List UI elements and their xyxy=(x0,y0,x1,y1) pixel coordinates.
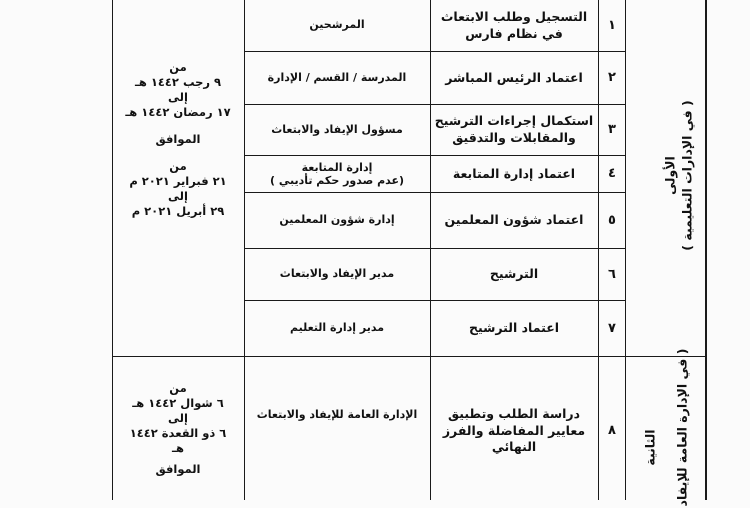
phase-label xyxy=(663,96,678,256)
period-text: إلى xyxy=(168,410,188,425)
responsible-note: (عدم صدور حكم تأديبي ) xyxy=(269,174,405,187)
period-text: إلى xyxy=(168,89,188,104)
row-number: ٤ xyxy=(608,166,616,182)
period-text: إلى xyxy=(168,188,188,203)
step-cell: دراسة الطلب وتطبيق معايير المفاضلة والفرز النهائي xyxy=(442,405,586,455)
step-cell: اعتماد شؤون المعلمين xyxy=(444,212,584,228)
row-number: ٥ xyxy=(608,212,616,228)
period-text: ٦ ذو القعدة ١٤٤٢ xyxy=(129,425,227,440)
step-cell: التسجيل وطلب الابتعاث في نظام فارس xyxy=(440,8,588,41)
responsible-cell: مدير الإيفاد والابتعاث xyxy=(279,267,395,281)
phase-name: الثانية xyxy=(642,429,658,466)
grid-line xyxy=(598,0,599,500)
row-number: ٧ xyxy=(608,320,616,336)
responsible-cell: إدارة شؤون المعلمين xyxy=(279,213,395,227)
period-text: ٦ شوال ١٤٤٢ هـ xyxy=(132,395,224,410)
row-number: ٦ xyxy=(608,266,616,282)
period-cell xyxy=(114,60,242,280)
table-row xyxy=(432,0,596,51)
step-cell: الترشيح xyxy=(489,266,539,282)
period-cell xyxy=(114,381,242,500)
grid-line xyxy=(430,0,431,500)
row-number: ٣ xyxy=(608,122,616,138)
phase-location xyxy=(680,96,695,256)
period-text: الموافق xyxy=(155,461,201,476)
phase-label xyxy=(643,388,658,508)
row-number: ٢ xyxy=(608,70,616,86)
period-text: ٩ رجب ١٤٤٢ هـ xyxy=(134,74,222,89)
table-border xyxy=(705,0,707,500)
step-cell: استكمال إجراءات الترشيح والمقابلات والتدقيق xyxy=(434,113,594,145)
period-text: هـ xyxy=(172,440,184,455)
step-cell: اعتماد الرئيس المباشر xyxy=(445,69,583,85)
period-text: ١٧ رمضان ١٤٤٢ هـ xyxy=(125,104,231,119)
responsible-cell: مسؤول الإيفاد والابتعاث xyxy=(271,122,403,136)
responsible-cell: المدرسة / القسم / الإدارة xyxy=(267,70,407,84)
phase-location-text: ( في الإدارة العامة للإيفاد xyxy=(674,348,690,507)
responsible-cell: الإدارة العامة للإيفاد والابتعاث xyxy=(256,408,418,421)
responsible-cell: إدارة المتابعة xyxy=(301,160,373,174)
responsible-cell: المرشحين xyxy=(309,18,365,32)
grid-line xyxy=(625,0,626,500)
period-text: ٢٩ أبريل ٢٠٢١ م xyxy=(131,203,225,218)
period-text: من xyxy=(169,381,187,395)
phase-location-text: ( في الإدارات التعليمية ) xyxy=(679,100,695,251)
period-text: من xyxy=(169,60,187,74)
period-text: الموافق xyxy=(155,131,201,146)
phase-location xyxy=(675,348,690,508)
step-cell: اعتماد الترشيح xyxy=(468,320,560,336)
step-cell: اعتماد إدارة المتابعة xyxy=(452,165,576,181)
table-row xyxy=(246,0,428,51)
responsible-cell: مدير إدارة التعليم xyxy=(290,321,385,335)
row-number: ٨ xyxy=(608,423,616,439)
period-text: من xyxy=(169,158,187,173)
phase-name: الأولى xyxy=(662,156,678,195)
period-text: ٢١ فبراير ٢٠٢١ م xyxy=(129,173,227,188)
row-number: ١ xyxy=(608,17,616,33)
grid-line xyxy=(244,0,245,500)
grid-line xyxy=(112,0,113,500)
grid-line xyxy=(112,356,705,357)
